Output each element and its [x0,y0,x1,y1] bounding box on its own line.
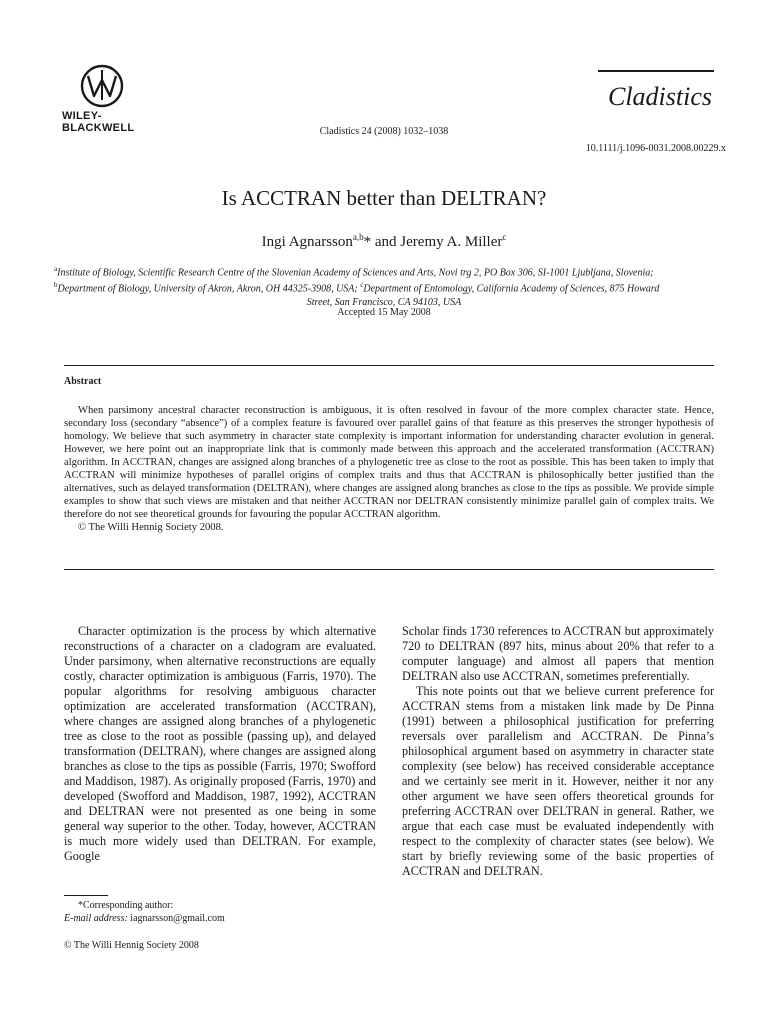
affiliation-c-cont: Street, San Francisco, CA 94103, USA [306,296,462,308]
affiliations [54,263,714,309]
publisher-wordmark-line1: WILEY- [62,110,102,122]
email-address[interactable]: iagnarsson@gmail.com [127,913,225,924]
author-2-affil: c [502,232,507,242]
affiliation-bc [54,279,714,295]
footer-copyright: © The Willi Hennig Society 2008 [64,940,199,951]
author-and: and [371,234,401,250]
accepted-date: Accepted 15 May 2008 [337,307,431,318]
affil-c-text: Department of Entomology, California Academy of Sciences, 875 Howard [363,283,660,295]
corresponding-mark: * [363,234,372,250]
abstract-copyright: © The Willi Hennig Society 2008. [78,522,224,533]
body-paragraph-1-cont: Scholar finds 1730 references to ACCTRAN but approximately 720 to DELTRAN (897 hits, minus about 20% that refer to a computer language) and almost all papers that mention DELTRAN also use ACCTRAN, sometimes preferentially. [402,624,714,683]
corresponding-author-note: *Corresponding author: [78,900,174,911]
footnote-rule [64,895,108,896]
affil-c-marker: c [360,281,364,290]
email-label: E-mail address: [64,913,128,924]
abstract-heading: Abstract [64,376,102,387]
affil-b-text: Department of Biology, University of Akron, Akron, OH 44325-3908, USA; [57,283,361,295]
abstract-top-rule [64,365,714,366]
abstract-body [64,404,714,534]
author-2: Jeremy A. Miller [400,234,503,250]
author-1: Ingi Agnarsson [261,234,353,250]
body-paragraph-1: Character optimization is the process by which alternative reconstructions of a character on a cladogram are evaluated. Under parsimony, when alternative reconstructions are equally costly, character optimization is ambiguous (Farris, 1970). The popular algorithms for resolving ambiguous character optimization are accelerated transformation (ACCTRAN), where changes are assigned along branches of a phylogenetic tree as close to the root as possible (passing up), and delayed transformation (DELTRAN), where changes are assigned along branches as close to the tips as possible (Farris, 1970; Swofford and Maddison, 1987). As originally proposed (Farris, 1970) and developed (Swofford and Maddison, 1987, 1992), ACCTRAN and DELTRAN were not presented as one being in some general way superior to the other. Today, however, ACCTRAN is much more widely used than DELTRAN. For example, Google [64,624,376,863]
body-paragraph-2: This note points out that we believe current preference for ACCTRAN stems from a mistaken link made by De Pinna (1991) between a philosophical justification for preferring reversals over parallelism and ACCTRAN. De Pinna’s philosophical argument based on asymmetry in character state complexity (see below) has received considerable acceptance and we certainly see merit in it. However, neither it nor any other argument we have seen offers theoretical grounds for preferring ACCTRAN over DELTRAN in general. Rather, we argue that each case must be evaluated independently with respect to the complexity of character states (see below). We start by briefly reviewing some of the basic properties of ACCTRAN and DELTRAN. [402,684,714,878]
email-note [64,913,225,924]
right-column [402,624,714,879]
affil-a-text: Institute of Biology, Scientific Research Centre of the Slovenian Academy of Sciences and Arts, Novi trg 2, PO Box 306, SI-1001 Ljubljana, Slovenia; [57,267,654,279]
affil-b-marker: b [54,281,58,290]
journal-citation: Cladistics 24 (2008) 1032–1038 [319,126,449,137]
abstract-bottom-rule [64,569,714,570]
author-line [0,232,768,251]
journal-name: Cladistics [607,82,712,111]
publisher-wordmark-line2: BLACKWELL [62,122,135,134]
affil-a-marker: a [54,265,58,273]
header-rule [598,70,714,72]
doi[interactable]: 10.1111/j.1096-0031.2008.00229.x [585,143,726,154]
author-1-affil: a,b [352,232,364,242]
article-title: Is ACCTRAN better than DELTRAN? [221,186,547,210]
left-column [64,624,376,864]
affiliation-a [54,263,714,279]
abstract-text: When parsimony ancestral character reconstruction is ambiguous, it is often resolved in favour of the more complex character state. Hence, secondary loss (secondary “absence”) of a complex feature is favoured over parallel gains of that feature as this preserves the stronger hypothesis of homology. We believe that such asymmetry in character state complexity is important information for understanding character evolution in general. However, we here point out an inappropriate link that is commonly made between this approach and the accelerated transformation (ACCTRAN) algorithm. In ACCTRAN, changes are assigned along branches of a phylogenetic tree as close to the root as possible. This has been taken to imply that ACCTRAN will minimize hypotheses of parallel origins of complex traits and thus that ACCTRAN is philosophically better justified than the alternatives, such as delayed transformation (DELTRAN), where changes are assigned along branches as close to the tips as possible. We provide simple examples to show that such views are mistaken and that neither ACCTRAN nor DELTRAN consistently minimize parallel gain of complex traits. We therefore do not see theoretical grounds for favouring the popular ACCTRAN algorithm. [64,405,714,520]
